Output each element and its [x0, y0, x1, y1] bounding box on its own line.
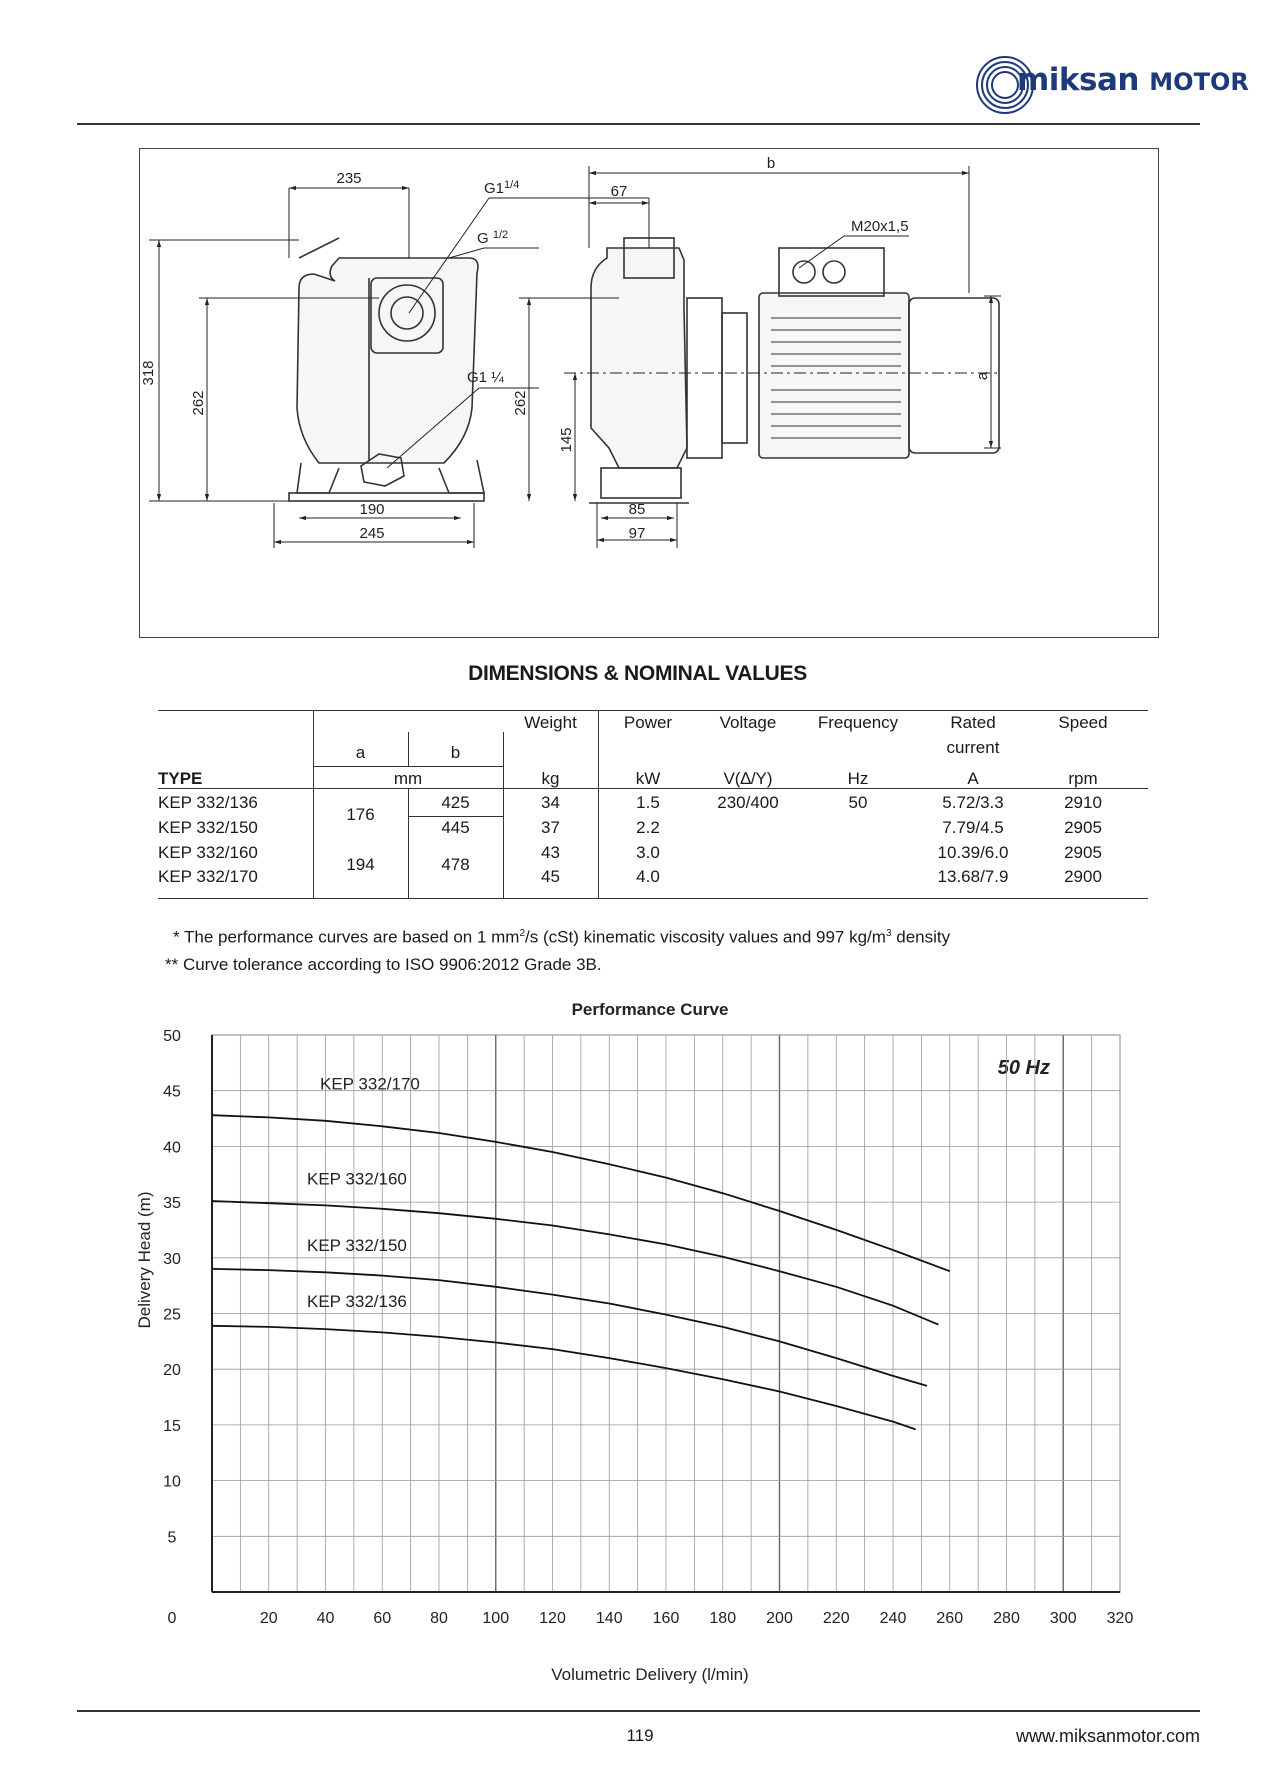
dim-motor-height: a: [974, 371, 991, 381]
row-speed: 2900: [1064, 867, 1102, 886]
row-power: 3.0: [636, 843, 660, 862]
y-tick-label: 50: [163, 1028, 181, 1045]
y-tick-label: 5: [167, 1529, 177, 1547]
row-current: 13.68/7.9: [937, 867, 1009, 886]
x-tick-label: 300: [1049, 1610, 1077, 1627]
y-tick-label: 15: [163, 1417, 181, 1435]
dim-inlet-height: 262: [190, 390, 207, 416]
dim-outlet-offset: 67: [610, 183, 628, 200]
row-weight: 37: [541, 818, 560, 837]
unit-voltage: V(∆/Y): [723, 769, 773, 788]
y-tick-label: 20: [163, 1362, 181, 1380]
row-type: KEP 332/170: [158, 867, 258, 886]
x-tick-label: 160: [652, 1610, 680, 1627]
row-voltage: 230/400: [717, 793, 779, 812]
row-frequency: 50: [848, 793, 868, 812]
dim-overall-length: b: [766, 155, 776, 172]
x-tick-label: 0: [167, 1610, 177, 1627]
unit-kg: kg: [541, 769, 560, 788]
x-axis-label: Volumetric Delivery (l/min): [551, 1665, 749, 1684]
series-label: KEP 332/160: [307, 1169, 407, 1189]
row-current: 7.79/4.5: [942, 818, 1004, 837]
x-tick-label: 240: [879, 1610, 907, 1627]
dim-cable-gland: M20x1,5: [851, 218, 909, 235]
row-weight: 45: [541, 867, 560, 886]
series-label: KEP 332/150: [307, 1236, 407, 1256]
table-mm-rule: [313, 766, 503, 767]
y-tick-label: 35: [163, 1195, 181, 1213]
row-b-merged: 478: [441, 855, 470, 874]
footer-divider: [77, 1710, 1200, 1712]
header-rated: Rated: [950, 713, 996, 732]
header-a: a: [355, 743, 366, 762]
row-speed: 2905: [1064, 843, 1102, 862]
brand-name: miksan MOTOR: [1017, 62, 1249, 98]
note-tolerance: ** Curve tolerance according to ISO 9906:2012 Grade 3B.: [165, 954, 602, 974]
website-link[interactable]: www.miksanmotor.com: [1015, 1726, 1200, 1746]
y-tick-label: 40: [163, 1139, 181, 1157]
header-power: Power: [623, 713, 673, 732]
unit-mm: mm: [393, 769, 423, 788]
section-title: DIMENSIONS & NOMINAL VALUES: [468, 662, 807, 685]
x-tick-label: 180: [709, 1610, 737, 1627]
row-type: KEP 332/150: [158, 818, 258, 837]
x-tick-label: 140: [595, 1610, 623, 1627]
dim-outlet-thread: $G1^{1/4}$: [484, 179, 520, 197]
x-tick-label: 80: [430, 1610, 448, 1627]
row-a-merged: 194: [346, 855, 375, 874]
brand-logo: [975, 52, 1249, 122]
dim-shaft-height: 145: [558, 427, 575, 453]
dim-plug-thread: G $^{1/2}$: [477, 229, 509, 247]
page-number: 119: [626, 1726, 654, 1745]
dim-foot-outer: 245: [359, 525, 385, 542]
row-power: 2.2: [636, 818, 660, 837]
pump-dimension-drawing: [139, 148, 1159, 638]
series-label: KEP 332/170: [320, 1074, 420, 1094]
unit-amp: A: [967, 769, 979, 788]
header-voltage: Voltage: [719, 713, 777, 732]
row-type: KEP 332/136: [158, 793, 258, 812]
x-tick-label: 40: [316, 1610, 335, 1627]
row-weight: 34: [541, 793, 560, 812]
miksan-logo-icon: [975, 54, 1023, 116]
x-tick-label: 280: [993, 1610, 1020, 1627]
dim-foot-inner: 190: [359, 501, 385, 518]
row-type: KEP 332/160: [158, 843, 258, 862]
x-tick-label: 20: [259, 1610, 278, 1627]
dim-inlet-thread: G1 ¼: [467, 369, 504, 386]
chart-annotation: 50 Hz: [997, 1057, 1050, 1079]
row-speed: 2910: [1064, 793, 1102, 812]
row-power: 4.0: [636, 867, 660, 886]
dim-outlet-height: 262: [512, 390, 529, 416]
x-tick-label: 320: [1106, 1610, 1134, 1627]
series-line-kep-332-136: [212, 1326, 916, 1430]
unit-kw: kW: [635, 769, 661, 788]
y-tick-label: 30: [163, 1250, 181, 1268]
row-a-merged: 176: [346, 805, 375, 824]
row-speed: 2905: [1064, 818, 1102, 837]
table-bottom-rule: [158, 898, 1148, 899]
pump-dimension-drawing-icon: [139, 148, 1159, 638]
x-tick-label: 220: [822, 1610, 850, 1627]
y-axis-label: Delivery Head (m): [135, 1191, 154, 1329]
x-tick-label: 100: [482, 1610, 510, 1627]
header-divider: [77, 123, 1200, 125]
dim-top-width: 235: [336, 170, 362, 187]
x-tick-label: 120: [539, 1610, 566, 1627]
dim-side-foot-outer: 97: [628, 525, 646, 542]
header-type: TYPE: [158, 769, 203, 788]
series-label: KEP 332/136: [307, 1291, 407, 1311]
note-viscosity: * The performance curves are based on 1 $mm^2/s$ (cSt) kinematic viscosity values and 997 $kg/m^3$ density: [173, 927, 951, 947]
header-b: b: [450, 743, 461, 762]
x-tick-label: 200: [766, 1610, 793, 1627]
row-power: 1.5: [636, 793, 660, 812]
y-tick-label: 45: [163, 1083, 181, 1101]
y-tick-label: 25: [163, 1306, 181, 1324]
header-current: current: [946, 738, 1000, 757]
table-top-rule: [158, 710, 1148, 711]
row-b: 445: [441, 818, 470, 837]
dim-side-foot-inner: 85: [628, 501, 646, 518]
x-tick-label: 260: [936, 1610, 964, 1627]
chart-title: Performance Curve: [571, 1000, 729, 1019]
row-current: 10.39/6.0: [937, 843, 1009, 862]
series-line-kep-332-150: [212, 1269, 927, 1386]
unit-hz: Hz: [847, 769, 869, 788]
dim-total-height: 318: [140, 360, 157, 386]
header-speed: Speed: [1058, 713, 1108, 732]
row-b: 425: [441, 793, 470, 812]
performance-curve-svg: [120, 990, 1134, 1690]
notes: [165, 920, 950, 978]
performance-curve-chart: [120, 990, 1134, 1690]
y-tick-label: 10: [163, 1473, 181, 1491]
header-frequency: Frequency: [817, 713, 899, 732]
x-tick-label: 60: [373, 1610, 392, 1627]
row-current: 5.72/3.3: [942, 793, 1004, 812]
unit-rpm: rpm: [1068, 769, 1098, 788]
header-weight: Weight: [524, 713, 577, 732]
row-weight: 43: [541, 843, 560, 862]
nominal-values-table: [158, 710, 1148, 898]
